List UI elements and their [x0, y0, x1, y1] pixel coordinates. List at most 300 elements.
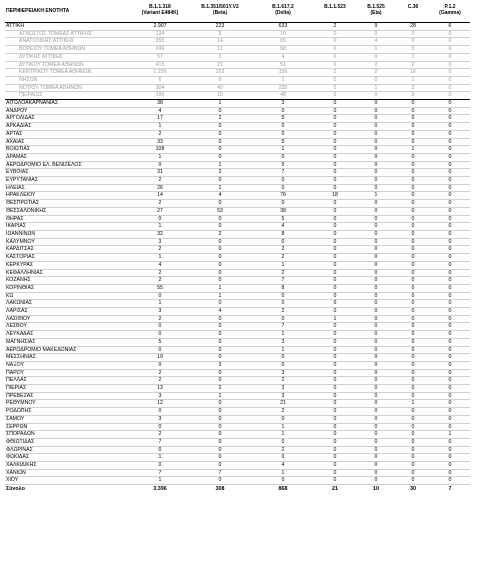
table-row [5, 392, 470, 400]
value-cell: 0 [430, 408, 470, 416]
value-cell: 49 [188, 84, 252, 92]
value-cell: 0 [430, 308, 470, 316]
value-cell: 1 [188, 161, 252, 169]
value-cell: 0 [430, 30, 470, 38]
value-cell: 1 [356, 192, 396, 200]
table-subrow [5, 30, 470, 38]
value-cell: 1 [252, 431, 314, 439]
table-row [5, 300, 470, 308]
value-cell: 0 [430, 146, 470, 154]
value-cell: 0 [314, 215, 356, 223]
table-row [5, 446, 470, 454]
value-cell: 1 [252, 469, 314, 477]
table-row [5, 215, 470, 223]
value-cell: 0 [356, 261, 396, 269]
value-cell: 0 [396, 300, 430, 308]
table-row [5, 377, 470, 385]
total-cell: 3.396 [132, 485, 188, 494]
value-cell: 0 [356, 207, 396, 215]
value-cell: 0 [396, 138, 430, 146]
value-cell: 0 [356, 462, 396, 470]
region-name: ΚΟΡΙΝΘΙΑΣ [5, 284, 132, 292]
value-cell: 0 [396, 269, 430, 277]
value-cell: 0 [430, 331, 470, 339]
value-cell: 0 [132, 292, 188, 300]
value-cell: 0 [430, 269, 470, 277]
value-cell: 0 [356, 184, 396, 192]
value-cell: 0 [356, 284, 396, 292]
value-cell: 14 [132, 192, 188, 200]
table-row [5, 100, 470, 108]
value-cell: 0 [430, 130, 470, 138]
value-cell: 38 [132, 100, 188, 108]
value-cell: 1 [356, 46, 396, 54]
value-cell: 3 [188, 361, 252, 369]
region-name: ΑΤΤΙΚΗ [5, 23, 132, 31]
value-cell: 3 [252, 385, 314, 393]
value-cell: 2 [396, 61, 430, 69]
value-cell: 0 [356, 338, 396, 346]
value-cell: 2 [252, 377, 314, 385]
value-cell: 1 [430, 431, 470, 439]
value-cell: 27 [132, 207, 188, 215]
table-subrow [5, 46, 470, 54]
value-cell: 19 [132, 354, 188, 362]
value-cell: 0 [188, 153, 252, 161]
value-cell: 21 [252, 400, 314, 408]
value-cell: 1 [132, 300, 188, 308]
value-cell: 3 [132, 392, 188, 400]
value-cell: 0 [314, 261, 356, 269]
value-cell: 0 [430, 400, 470, 408]
value-cell: 7 [252, 323, 314, 331]
value-cell: 0 [252, 415, 314, 423]
table-row [5, 361, 470, 369]
value-cell: 15 [188, 92, 252, 100]
value-cell: 2 [132, 269, 188, 277]
value-cell: 28 [396, 23, 430, 31]
value-cell: 0 [430, 161, 470, 169]
value-cell: 0 [314, 292, 356, 300]
value-cell: 0 [430, 200, 470, 208]
value-cell: 0 [430, 277, 470, 285]
value-cell: 0 [356, 438, 396, 446]
total-cell: 7 [430, 485, 470, 494]
value-cell: 0 [356, 107, 396, 115]
value-cell: 0 [356, 469, 396, 477]
value-cell: 0 [396, 469, 430, 477]
value-cell: 0 [430, 107, 470, 115]
value-cell: 0 [314, 207, 356, 215]
table-row [5, 23, 470, 31]
value-cell: 0 [356, 431, 396, 439]
value-cell: 2 [132, 200, 188, 208]
value-cell: 0 [430, 223, 470, 231]
value-cell: 8 [252, 230, 314, 238]
value-cell: 0 [132, 361, 188, 369]
value-cell: 0 [396, 331, 430, 339]
value-cell: 0 [314, 53, 356, 61]
value-cell: 1 [188, 53, 252, 61]
table-row [5, 230, 470, 238]
value-cell: 0 [314, 454, 356, 462]
value-cell: 0 [252, 292, 314, 300]
value-cell: 1 [396, 53, 430, 61]
value-cell: 0 [430, 115, 470, 123]
table-row [5, 161, 470, 169]
value-cell: 0 [356, 215, 396, 223]
value-cell: 0 [356, 369, 396, 377]
value-cell: 0 [188, 415, 252, 423]
value-cell: 0 [314, 392, 356, 400]
value-cell: 0 [430, 392, 470, 400]
value-cell: 0 [188, 377, 252, 385]
value-cell: 0 [188, 400, 252, 408]
value-cell: 0 [356, 53, 396, 61]
value-cell: 0 [356, 354, 396, 362]
value-cell: 2 [132, 369, 188, 377]
value-cell: 0 [356, 408, 396, 416]
value-cell: 0 [396, 115, 430, 123]
value-cell: 0 [356, 346, 396, 354]
value-cell: 0 [396, 254, 430, 262]
region-name: ΚΕΝΤΡΙΚΟΥ ΤΟΜΕΑ ΑΘΗΝΩΝ [5, 69, 132, 77]
value-cell: 0 [132, 408, 188, 416]
value-cell: 0 [396, 408, 430, 416]
value-cell: 0 [132, 423, 188, 431]
value-cell: 1 [132, 123, 188, 131]
value-cell: 18 [314, 192, 356, 200]
value-cell: 0 [188, 76, 252, 84]
value-cell: 0 [396, 192, 430, 200]
total-cell: 21 [314, 485, 356, 494]
value-cell: 0 [356, 169, 396, 177]
value-cell: 12 [132, 400, 188, 408]
value-cell: 0 [356, 423, 396, 431]
value-cell: 0 [396, 207, 430, 215]
value-cell: 0 [188, 431, 252, 439]
value-cell: 0 [252, 153, 314, 161]
table-row [5, 315, 470, 323]
value-cell: 134 [132, 30, 188, 38]
value-cell: 0 [314, 423, 356, 431]
value-cell: 0 [356, 153, 396, 161]
value-cell: 3 [396, 84, 430, 92]
value-cell: 0 [314, 246, 356, 254]
value-cell: 0 [430, 153, 470, 161]
table-row [5, 462, 470, 470]
region-name: ΛΑΚΩΝΙΑΣ [5, 300, 132, 308]
value-cell: 0 [396, 477, 430, 485]
value-cell: 0 [252, 184, 314, 192]
value-cell: 0 [430, 323, 470, 331]
value-cell: 1 [188, 284, 252, 292]
value-cell: 0 [356, 161, 396, 169]
table-row [5, 223, 470, 231]
value-cell: 0 [356, 123, 396, 131]
value-cell: 1 [396, 146, 430, 154]
table-row [5, 338, 470, 346]
value-cell: 6 [430, 46, 470, 54]
value-cell: 4 [252, 462, 314, 470]
value-cell: 1 [356, 84, 396, 92]
value-cell: 1 [132, 454, 188, 462]
value-cell: 0 [132, 462, 188, 470]
value-cell: 0 [396, 438, 430, 446]
table-subrow [5, 76, 470, 84]
value-cell: 0 [356, 292, 396, 300]
value-cell: 355 [132, 38, 188, 46]
value-cell: 57 [132, 53, 188, 61]
region-name: ΘΕΣΠΡΩΤΙΑΣ [5, 200, 132, 208]
value-cell: 53 [188, 207, 252, 215]
value-cell: 0 [188, 146, 252, 154]
region-name: ΣΠΟΡΑΔΩΝ [5, 431, 132, 439]
region-name: ΡΟΔΟΠΗΣ [5, 408, 132, 416]
value-cell: 1 [252, 346, 314, 354]
value-cell: 0 [396, 338, 430, 346]
value-cell: 0 [314, 361, 356, 369]
value-cell: 0 [396, 454, 430, 462]
value-cell: 0 [314, 462, 356, 470]
value-cell: 0 [430, 53, 470, 61]
value-cell: 0 [396, 30, 430, 38]
value-cell: 304 [132, 84, 188, 92]
table-row [5, 177, 470, 185]
region-name: ΝΗΣΩΝ [5, 76, 132, 84]
region-name: ΑΡΚΑΔΙΑΣ [5, 123, 132, 131]
table-subrow [5, 38, 470, 46]
value-cell: 0 [314, 338, 356, 346]
value-cell: 0 [356, 446, 396, 454]
value-cell: 0 [252, 454, 314, 462]
value-cell: 0 [396, 261, 430, 269]
value-cell: 0 [188, 200, 252, 208]
value-cell: 0 [430, 215, 470, 223]
value-cell: 0 [396, 423, 430, 431]
value-cell: 0 [430, 446, 470, 454]
table-row [5, 146, 470, 154]
value-cell: 0 [396, 346, 430, 354]
value-cell: 0 [430, 230, 470, 238]
value-cell: 0 [314, 269, 356, 277]
value-cell: 0 [356, 146, 396, 154]
value-cell: 7 [132, 469, 188, 477]
table-row [5, 115, 470, 123]
value-cell: 0 [314, 477, 356, 485]
value-cell: 0 [314, 223, 356, 231]
region-name: ΔΥΤΙΚΗΣ ΑΤΤΙΚΗΣ [5, 53, 132, 61]
value-cell: 7 [252, 277, 314, 285]
value-cell: 10 [252, 30, 314, 38]
value-cell: 0 [356, 315, 396, 323]
value-cell: 0 [356, 323, 396, 331]
value-cell: 0 [188, 408, 252, 416]
header-row [5, 4, 470, 23]
region-name: ΠΑΡΟΥ [5, 369, 132, 377]
table-subrow [5, 53, 470, 61]
table-row [5, 323, 470, 331]
value-cell: 0 [396, 92, 430, 100]
value-cell: 5 [396, 46, 430, 54]
value-cell: 1 [252, 261, 314, 269]
table-subrow [5, 69, 470, 77]
value-cell: 7 [132, 438, 188, 446]
value-cell: 0 [356, 92, 396, 100]
region-name: ΝΟΤΙΟΥ ΤΟΜΕΑ ΑΘΗΝΩΝ [5, 84, 132, 92]
value-cell: 2 [132, 177, 188, 185]
variants-table [5, 4, 470, 493]
value-cell: 0 [314, 438, 356, 446]
table-row [5, 238, 470, 246]
region-name: ΦΛΩΡΙΝΑΣ [5, 446, 132, 454]
value-cell: 0 [430, 254, 470, 262]
value-cell: 0 [396, 323, 430, 331]
value-cell: 0 [314, 161, 356, 169]
region-name: ΦΘΙΩΤΙΔΑΣ [5, 438, 132, 446]
value-cell: 0 [188, 369, 252, 377]
column-header-b11523: B.1.1.523 [314, 4, 356, 23]
value-cell: 0 [252, 200, 314, 208]
value-cell: 1 [188, 392, 252, 400]
value-cell: 0 [356, 269, 396, 277]
value-cell: 0 [396, 169, 430, 177]
table-row [5, 169, 470, 177]
value-cell: 0 [356, 138, 396, 146]
value-cell: 4 [252, 223, 314, 231]
region-name: ΒΟΡΕΙΟΥ ΤΟΜΕΑ ΑΘΗΝΩΝ [5, 46, 132, 54]
total-cell: 868 [252, 485, 314, 494]
value-cell: 4 [252, 53, 314, 61]
value-cell: 1 [188, 100, 252, 108]
value-cell: 0 [188, 107, 252, 115]
value-cell: 0 [396, 153, 430, 161]
value-cell: 0 [430, 292, 470, 300]
value-cell: 0 [430, 169, 470, 177]
value-cell: 2 [132, 315, 188, 323]
value-cell: 0 [356, 454, 396, 462]
value-cell: 5 [252, 138, 314, 146]
value-cell: 38 [252, 207, 314, 215]
value-cell: 31 [132, 169, 188, 177]
value-cell: 0 [188, 454, 252, 462]
value-cell: 246 [132, 46, 188, 54]
value-cell: 0 [252, 354, 314, 362]
region-name: ΗΛΕΙΑΣ [5, 184, 132, 192]
value-cell: 0 [396, 200, 430, 208]
value-cell: 2 [252, 308, 314, 316]
value-cell: 0 [396, 284, 430, 292]
value-cell: 0 [252, 361, 314, 369]
value-cell: 0 [356, 477, 396, 485]
value-cell: 2 [188, 115, 252, 123]
value-cell: 1 [132, 153, 188, 161]
value-cell: 1 [252, 331, 314, 339]
value-cell: 2 [252, 446, 314, 454]
total-label: Σύνολο [5, 485, 132, 494]
value-cell: 0 [430, 477, 470, 485]
value-cell: 0 [188, 477, 252, 485]
region-name: ΚΑΡΔΙΤΣΑΣ [5, 246, 132, 254]
region-name: ΠΙΕΡΙΑΣ [5, 385, 132, 393]
value-cell: 0 [314, 323, 356, 331]
table-row [5, 423, 470, 431]
table-body [5, 23, 470, 485]
region-name: ΑΙΤΩΛΟΑΚΑΡΝΑΝΙΑΣ [5, 100, 132, 108]
value-cell: 0 [314, 346, 356, 354]
region-name: ΚΕΦΑΛΛΗΝΙΑΣ [5, 269, 132, 277]
value-cell: 1 [252, 76, 314, 84]
region-name: ΘΕΣΣΑΛΟΝΙΚΗΣ [5, 207, 132, 215]
value-cell: 0 [314, 408, 356, 416]
value-cell: 0 [188, 354, 252, 362]
value-cell: 0 [252, 123, 314, 131]
value-cell: 0 [430, 100, 470, 108]
value-cell: 2.907 [132, 23, 188, 31]
table-row [5, 415, 470, 423]
value-cell: 0 [314, 146, 356, 154]
value-cell: 0 [396, 377, 430, 385]
region-name: ΛΑΣΙΘΙΟΥ [5, 315, 132, 323]
value-cell: 0 [430, 38, 470, 46]
value-cell: 0 [314, 177, 356, 185]
value-cell: 0 [252, 238, 314, 246]
value-cell: 16 [396, 69, 430, 77]
value-cell: 0 [396, 369, 430, 377]
value-cell: 0 [396, 392, 430, 400]
value-cell: 1 [314, 315, 356, 323]
value-cell: 2 [356, 69, 396, 77]
value-cell: 0 [430, 423, 470, 431]
value-cell: 0 [356, 400, 396, 408]
value-cell: 2 [314, 69, 356, 77]
region-name: ΛΑΡΙΣΑΣ [5, 308, 132, 316]
value-cell: 0 [396, 385, 430, 393]
value-cell: 5 [132, 338, 188, 346]
value-cell: 1 [188, 292, 252, 300]
value-cell: 0 [430, 369, 470, 377]
table-row [5, 269, 470, 277]
value-cell: 0 [314, 107, 356, 115]
value-cell: 3 [252, 392, 314, 400]
value-cell: 0 [188, 446, 252, 454]
value-cell: 0 [252, 300, 314, 308]
value-cell: 0 [314, 284, 356, 292]
value-cell: 0 [396, 123, 430, 131]
region-name: ΑΓΝΩΣΤΟΣ ΤΟΜΕΑΣ ΑΤΤΙΚΗΣ [5, 30, 132, 38]
value-cell: 0 [252, 177, 314, 185]
value-cell: 0 [396, 315, 430, 323]
value-cell: 0 [314, 431, 356, 439]
value-cell: 4 [188, 308, 252, 316]
region-name: ΑΧΑΪΑΣ [5, 138, 132, 146]
value-cell: 32 [132, 230, 188, 238]
value-cell: 0 [132, 331, 188, 339]
column-header-gamma: P.1.2 (Gamma) [430, 4, 470, 23]
table-subrow [5, 84, 470, 92]
value-cell: 0 [430, 346, 470, 354]
value-cell: 0 [314, 377, 356, 385]
table-row [5, 200, 470, 208]
value-cell: 0 [188, 177, 252, 185]
value-cell: 1 [396, 400, 430, 408]
region-name: ΣΕΡΡΩΝ [5, 423, 132, 431]
value-cell: 2 [252, 269, 314, 277]
value-cell: 0 [314, 169, 356, 177]
value-cell: 0 [396, 223, 430, 231]
region-name: ΦΩΚΙΔΑΣ [5, 454, 132, 462]
value-cell: 0 [356, 300, 396, 308]
